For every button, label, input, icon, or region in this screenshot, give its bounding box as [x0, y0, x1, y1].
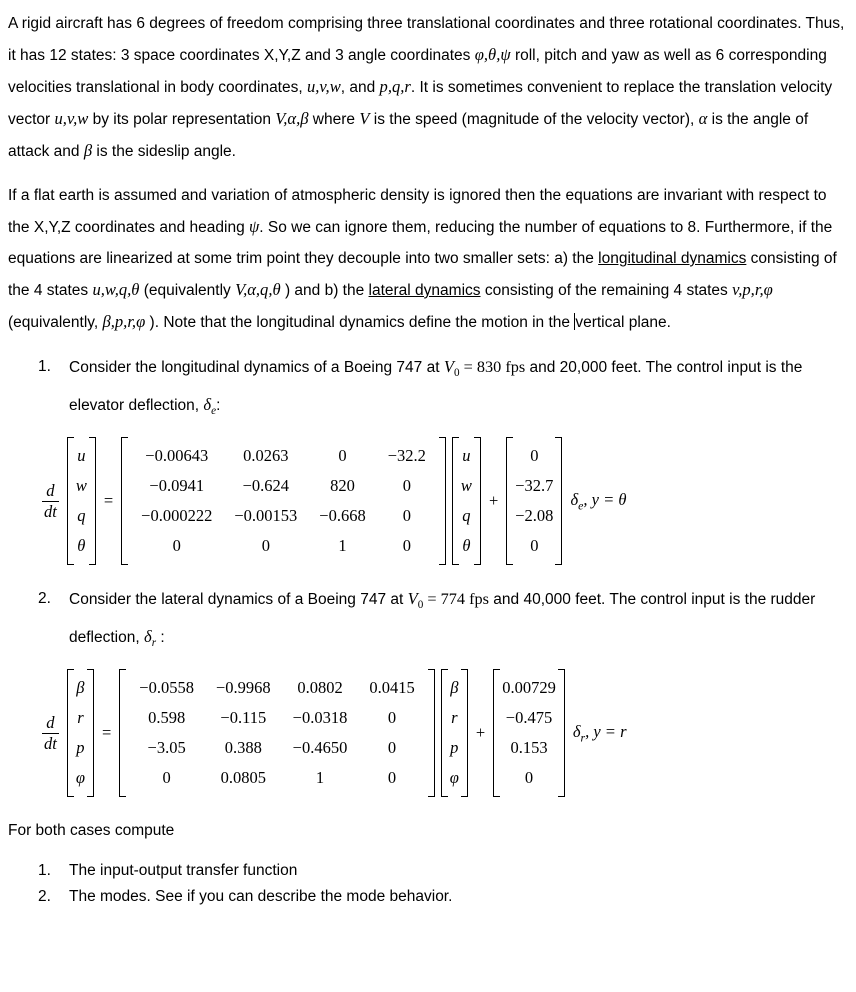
compute-task-list [38, 858, 848, 910]
text-run: (equivalently [139, 282, 236, 299]
math-run: V,α,β [275, 109, 309, 128]
vector-cell: 0 [530, 536, 539, 556]
list-text: The modes. See if you can describe the mode behavior. [69, 888, 453, 906]
matrix-cell: −0.115 [220, 708, 267, 728]
math-run: u,v,w [54, 109, 89, 128]
math-run: u,w,q,θ [92, 280, 140, 299]
text-run: is the angle of attack and [8, 111, 809, 160]
frac-numerator: d [46, 480, 55, 500]
state-symbol: p [450, 738, 459, 758]
problem-item-2 [38, 583, 848, 659]
underlined-term-lateral: lateral dynamics [368, 282, 481, 299]
matrix-cell: 0.0802 [297, 678, 343, 698]
frac-denominator: dt [44, 733, 57, 753]
problem-item-1 [38, 351, 848, 427]
state-vector-left [67, 437, 96, 565]
matrix-cell: 0 [402, 476, 411, 496]
text-run: where [308, 111, 360, 128]
matrix-cell: 0 [402, 536, 411, 556]
problem-text [69, 351, 848, 427]
math-run: v,p,r,φ [732, 280, 773, 299]
subscript: r [151, 637, 157, 650]
list-text: The input-output transfer function [69, 862, 298, 880]
subscript: 0 [453, 367, 460, 380]
matrix-cell: 1 [338, 536, 347, 556]
matrix-cell: −0.00643 [145, 446, 209, 466]
vector-cell: 0.00729 [502, 678, 556, 698]
problem-text [69, 583, 848, 659]
matrix-cell: −0.000222 [141, 506, 213, 526]
compute-instruction: For both cases compute [8, 822, 175, 840]
text-run: ) and b) the [280, 282, 369, 299]
math-run: V [359, 109, 370, 128]
equals-sign: = [101, 723, 112, 743]
math-run: = 774 fps [423, 590, 489, 609]
text-run: (equivalently, [8, 314, 103, 331]
text-run: . So we can ignore them, reducing the number of equations to 8. Furthermore, if the equations are linearized at some trim point they decouple into two smaller sets: a) the [8, 219, 833, 267]
list-number: 2. [38, 888, 51, 906]
text-run: consisting of the 4 states [8, 250, 837, 299]
text-run: vertical plane. [575, 314, 671, 331]
system-matrix [119, 669, 434, 797]
document-page [8, 8, 848, 910]
state-vector-right [452, 437, 481, 565]
matrix-cell: 0.388 [224, 738, 262, 758]
matrix-cell: 0 [162, 768, 171, 788]
frac-denominator: dt [44, 501, 57, 521]
text-run: consisting of the remaining 4 states [480, 282, 733, 299]
vector-cell: −0.475 [505, 708, 553, 728]
text-run: : [156, 629, 165, 647]
math-run: φ,θ,ψ [474, 45, 511, 64]
text-run: Consider the lateral dynamics of a Boeing 747 at [69, 591, 408, 609]
subscript: r [580, 730, 586, 745]
text-run: . It is sometimes convenient to replace the translation velocity vector [8, 79, 833, 128]
list-item [38, 884, 848, 910]
longitudinal-state-equation [42, 437, 848, 565]
text-run: : [216, 397, 221, 415]
math-run: V [407, 589, 418, 609]
equation-annotation [570, 490, 626, 513]
problem-number: 2. [38, 590, 51, 608]
input-vector [506, 437, 562, 565]
matrix-cell: 0 [387, 768, 397, 788]
vector-cell: −32.7 [515, 476, 554, 496]
matrix-cell: 0.598 [148, 708, 186, 728]
state-symbol: φ [75, 768, 85, 788]
matrix-cell: 0 [387, 708, 397, 728]
math-run: β [83, 141, 93, 160]
math-run: ψ [249, 217, 260, 236]
text-run: and 40,000 feet. The control input is the rudder deflection, [69, 591, 816, 647]
matrix-cell: −3.05 [147, 738, 186, 758]
system-matrix [121, 437, 446, 565]
text-run: , and [340, 79, 380, 96]
matrix-cell: 0.0805 [220, 768, 267, 788]
subscript: 0 [417, 599, 424, 612]
plus-sign: + [475, 723, 486, 743]
input-symbol: δ [570, 489, 579, 509]
math-run: V,α,q,θ [235, 280, 281, 299]
state-symbol: β [76, 678, 85, 698]
state-symbol: q [462, 506, 471, 526]
state-symbol: u [77, 446, 86, 466]
intro-paragraph-1 [8, 8, 848, 167]
text-run: A rigid aircraft has 6 degrees of freedom comprising three translational coordinates and three rotational coordinates. Thus, it has 12 states: 3 space coordinates X,Y,Z and 3 angle coordinates [8, 15, 845, 64]
ddt-fraction [42, 482, 59, 521]
vector-cell: 0 [524, 768, 534, 788]
list-number: 1. [38, 862, 51, 880]
matrix-cell: −0.00153 [234, 506, 298, 526]
matrix-cell: −0.4650 [292, 738, 348, 758]
subscript: e [578, 497, 584, 512]
state-vector-left [67, 669, 94, 797]
subscript: e [211, 405, 217, 418]
math-run: β,p,r,φ [102, 312, 146, 331]
matrix-cell: 0.0415 [369, 678, 415, 698]
math-run: V [443, 357, 454, 376]
matrix-cell: 0 [172, 536, 181, 556]
vector-cell: 0 [530, 446, 539, 466]
output-definition: , y = r [585, 721, 627, 741]
underlined-term-longitudinal: longitudinal dynamics [598, 250, 747, 267]
matrix-cell: 0 [261, 536, 270, 556]
input-symbol: δ [572, 721, 581, 741]
state-symbol: w [75, 476, 87, 496]
matrix-cell: −0.0558 [139, 678, 194, 698]
math-run: δ [143, 627, 152, 647]
equation-annotation [573, 722, 627, 745]
state-symbol: β [450, 678, 459, 698]
list-item [38, 858, 848, 884]
text-run: ). Note that the longitudinal dynamics define the motion in the [145, 314, 575, 331]
text-run: Consider the longitudinal dynamics of a Boeing 747 at [69, 359, 444, 376]
lateral-state-equation [42, 669, 848, 797]
text-run: roll, pitch and yaw as well as 6 corresponding velocities translational in body coordinates, [8, 47, 827, 96]
matrix-cell: −0.0318 [292, 708, 348, 728]
state-symbol: θ [462, 536, 471, 556]
state-symbol: p [76, 738, 85, 758]
matrix-cell: −0.9968 [215, 678, 271, 698]
matrix-cell: 820 [330, 476, 355, 496]
matrix-cell: 1 [315, 768, 325, 788]
text-run: is the sideslip angle. [92, 143, 236, 160]
matrix-cell: −0.0941 [149, 476, 205, 496]
state-symbol: θ [77, 536, 86, 556]
state-symbol: w [460, 476, 472, 496]
state-symbol: φ [449, 768, 459, 788]
math-run: = 830 fps [459, 358, 526, 376]
vector-cell: −2.08 [515, 506, 554, 526]
matrix-cell: 0 [387, 738, 397, 758]
state-symbol: r [451, 708, 458, 728]
text-run: is the speed (magnitude of the velocity vector), [369, 111, 699, 128]
math-run: p,q,r [379, 77, 411, 96]
matrix-cell: 0.0263 [243, 446, 289, 466]
input-vector [493, 669, 565, 797]
math-run: α [698, 109, 708, 128]
frac-numerator: d [46, 712, 55, 732]
text-run: and 20,000 feet. The control input is the elevator deflection, [69, 359, 803, 415]
text-run: by its polar representation [88, 111, 276, 128]
math-run: δ [203, 395, 212, 415]
problem-number: 1. [38, 358, 51, 375]
matrix-cell: −32.2 [387, 446, 426, 466]
output-definition: , y = θ [583, 489, 627, 509]
equals-sign: = [103, 491, 114, 511]
matrix-cell: −0.624 [242, 476, 290, 496]
plus-sign: + [488, 491, 499, 511]
state-symbol: u [462, 446, 471, 466]
intro-paragraph-2 [8, 180, 848, 338]
text-run: If a flat earth is assumed and variation of atmospheric density is ignored then the equations are invariant with respect to the X,Y,Z coordinates and heading [8, 187, 827, 236]
state-symbol: q [77, 506, 86, 526]
ddt-fraction [42, 714, 59, 753]
math-run: u,v,w [306, 77, 341, 96]
vector-cell: 0.153 [510, 738, 548, 758]
state-vector-right [441, 669, 468, 797]
state-symbol: r [77, 708, 84, 728]
matrix-cell: 0 [402, 506, 411, 526]
matrix-cell: −0.668 [319, 506, 366, 526]
matrix-cell: 0 [338, 446, 347, 466]
